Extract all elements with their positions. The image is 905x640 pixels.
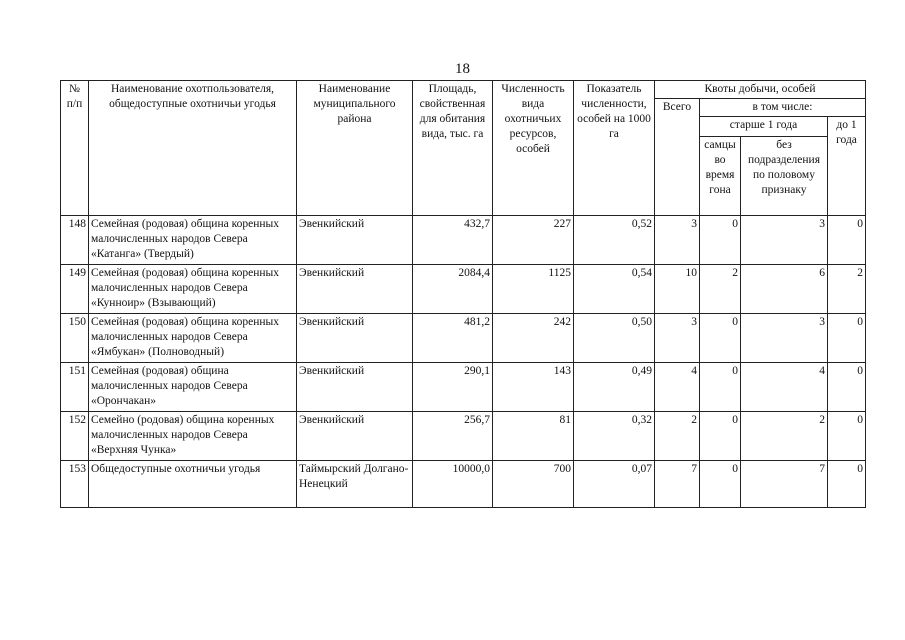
header-nosex: без подразделения по половому признаку [741,137,828,216]
row-area: 2084,4 [413,265,493,314]
row-district: Эвенкийский [297,216,413,265]
row-name: Семейная (родовая) община малочисленных народов Севера «Орончакан» [89,363,297,412]
header-density: Показатель численности, особей на 1000 га [574,81,655,216]
row-under: 2 [828,265,866,314]
row-area: 256,7 [413,412,493,461]
header-males: самцы во время гона [700,137,741,216]
row-density: 0,49 [574,363,655,412]
row-district: Эвенкийский [297,265,413,314]
row-under: 0 [828,461,866,508]
row-total: 3 [655,314,700,363]
row-density: 0,50 [574,314,655,363]
row-population: 242 [493,314,574,363]
header-hunter: Наименование охотпользователя, общедоступные охотничьи угодья [89,81,297,216]
row-under: 0 [828,363,866,412]
row-under: 0 [828,314,866,363]
row-area: 432,7 [413,216,493,265]
row-density: 0,07 [574,461,655,508]
row-district: Эвенкийский [297,363,413,412]
row-population: 81 [493,412,574,461]
row-name: Семейная (родовая) община коренных малочисленных народов Севера «Катанга» (Твердый) [89,216,297,265]
row-population: 700 [493,461,574,508]
header-total: Всего [655,99,700,216]
row-density: 0,32 [574,412,655,461]
row-total: 2 [655,412,700,461]
row-name: Общедоступные охотничьи угодья [89,461,297,508]
row-district: Эвенкийский [297,412,413,461]
row-name: Семейная (родовая) община коренных малочисленных народов Севера «Ямбукан» (Полноводный) [89,314,297,363]
table-row [61,216,866,265]
row-area: 290,1 [413,363,493,412]
row-males: 0 [700,216,741,265]
row-num: 149 [61,265,89,314]
row-total: 3 [655,216,700,265]
row-num: 148 [61,216,89,265]
row-nosex: 4 [741,363,828,412]
row-population: 143 [493,363,574,412]
quota-table [60,80,866,508]
row-population: 227 [493,216,574,265]
row-nosex: 2 [741,412,828,461]
row-under: 0 [828,216,866,265]
row-num: 153 [61,461,89,508]
row-num: 152 [61,412,89,461]
header-area: Площадь, свойственная для обитания вида, тыс. га [413,81,493,216]
header-under: до 1 года [828,117,866,216]
row-population: 1125 [493,265,574,314]
row-area: 10000,0 [413,461,493,508]
row-area: 481,2 [413,314,493,363]
table-row [61,363,866,412]
row-males: 0 [700,363,741,412]
row-density: 0,52 [574,216,655,265]
row-density: 0,54 [574,265,655,314]
row-total: 7 [655,461,700,508]
table-row [61,412,866,461]
row-under: 0 [828,412,866,461]
row-total: 4 [655,363,700,412]
row-males: 0 [700,314,741,363]
row-males: 0 [700,412,741,461]
row-district: Эвенкийский [297,314,413,363]
row-nosex: 3 [741,314,828,363]
row-males: 0 [700,461,741,508]
row-nosex: 6 [741,265,828,314]
row-males: 2 [700,265,741,314]
header-older: старше 1 года [700,117,828,137]
row-num: 151 [61,363,89,412]
row-total: 10 [655,265,700,314]
header-quotas: Квоты добычи, особей [655,81,866,99]
row-name: Семейная (родовая) община коренных малочисленных народов Севера «Кунноир» (Взывающий) [89,265,297,314]
row-nosex: 3 [741,216,828,265]
table-row [61,461,866,508]
header-district: Наименование муниципального района [297,81,413,216]
table-row [61,314,866,363]
page-number: 18 [455,61,470,77]
row-name: Семейно (родовая) община коренных малочисленных народов Севера «Верхняя Чунка» [89,412,297,461]
header-population: Численность вида охотничьих ресурсов, особей [493,81,574,216]
row-nosex: 7 [741,461,828,508]
header-num: № п/п [61,81,89,216]
header-including: в том числе: [700,99,866,117]
row-num: 150 [61,314,89,363]
table-row [61,265,866,314]
row-district: Таймырский Долгано-Ненецкий [297,461,413,508]
